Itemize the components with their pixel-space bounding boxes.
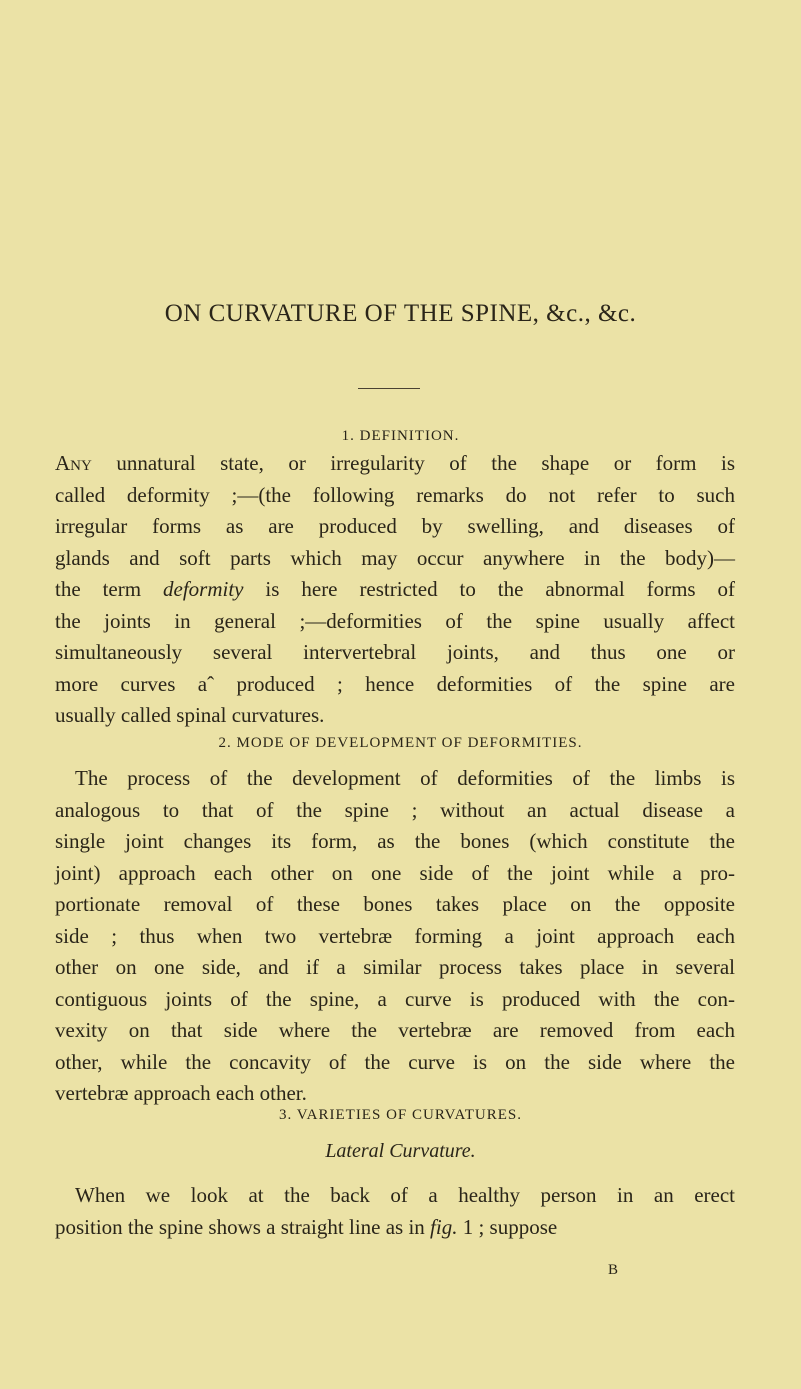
text-line: single joint changes its form, as the bones (which constitute the bbox=[55, 829, 735, 853]
text-line: called deformity ;—(the following remarks do not refer to such bbox=[55, 482, 735, 507]
text-line: When we look at the back of a healthy person in an erect bbox=[75, 1183, 735, 1207]
text-line: contiguous joints of the spine, a curve is produced with the con- bbox=[55, 986, 735, 1011]
text-line: joint) approach each other on one side of the joint while a pro- bbox=[55, 860, 735, 885]
subheading-lateral-curvature: Lateral Curvature. bbox=[325, 1140, 476, 1162]
text-line: other, while the concavity of the curve is on the side where the bbox=[55, 1049, 735, 1074]
text-line: Any unnatural state, or irregularity of the shape or form is bbox=[55, 451, 735, 475]
text-line: usually called spinal curvatures. bbox=[55, 703, 325, 727]
text-line: other on one side, and if a similar process takes place in several bbox=[55, 955, 735, 979]
section-heading-development: 2. MODE OF DEVELOPMENT OF DEFORMITIES. bbox=[218, 735, 583, 751]
page-title: ON CURVATURE OF THE SPINE, &c., &c. bbox=[164, 300, 637, 327]
paragraph-definition bbox=[55, 448, 735, 732]
text-line: glands and soft parts which may occur anywhere in the body)— bbox=[55, 545, 735, 570]
title-divider bbox=[358, 388, 420, 389]
section-heading-varieties: 3. VARIETIES OF CURVATURES. bbox=[279, 1107, 522, 1123]
section-heading-definition: 1. DEFINITION. bbox=[341, 428, 460, 444]
text-line: portionate removal of these bones takes place on the opposite bbox=[55, 892, 735, 916]
text-line: side ; thus when two vertebræ forming a joint approach each bbox=[55, 923, 735, 948]
text-line: more curves aˆ produced ; hence deformities of the spine are bbox=[55, 671, 735, 696]
text-line: the joints in general ;—deformities of the spine usually affect bbox=[55, 608, 735, 633]
text-line: simultaneously several intervertebral joints, and thus one or bbox=[55, 640, 735, 664]
text-line: position the spine shows a straight line as in fig. 1 ; suppose bbox=[55, 1214, 558, 1239]
text-line: analogous to that of the spine ; without an actual disease a bbox=[55, 797, 735, 822]
paragraph-lateral bbox=[55, 1180, 735, 1243]
text-line: vexity on that side where the vertebræ are removed from each bbox=[55, 1018, 735, 1042]
text-line: The process of the development of deformities of the limbs is bbox=[75, 766, 735, 790]
text-line: irregular forms as are produced by swelling, and diseases of bbox=[55, 514, 735, 538]
text-line: the term deformity is here restricted to the abnormal forms of bbox=[55, 577, 736, 601]
signature-mark: B bbox=[608, 1262, 619, 1278]
paragraph-development bbox=[55, 763, 735, 1110]
text-line: vertebræ approach each other. bbox=[55, 1081, 307, 1105]
